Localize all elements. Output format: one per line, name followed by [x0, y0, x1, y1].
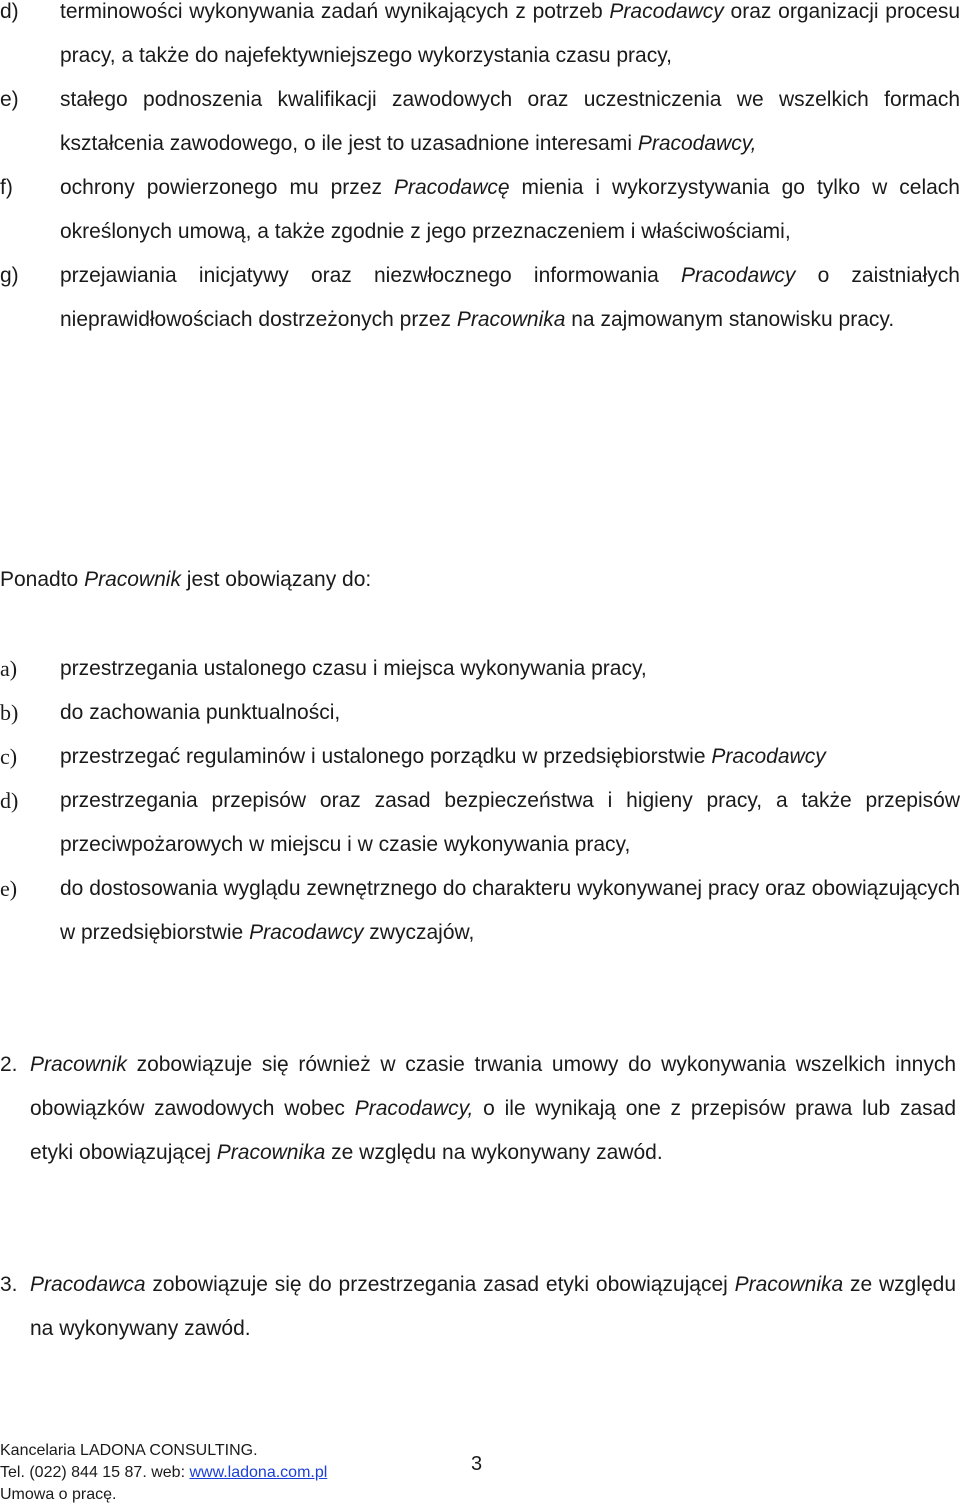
emphasized-term: Pracownik [84, 568, 181, 591]
emphasized-term: Pracodawcę [393, 176, 510, 199]
list-item [0, 691, 960, 735]
text-run: ze względu na wykonywany zawód. [30, 1273, 956, 1340]
list-item-label: b) [0, 700, 19, 725]
list-item-label: d) [0, 0, 19, 23]
intro-paragraph [0, 558, 956, 602]
list-item [0, 867, 960, 955]
list-item [0, 735, 960, 779]
list-item [0, 0, 960, 78]
emphasized-term: Pracodawca [30, 1273, 146, 1296]
list-item-text [60, 254, 960, 342]
list-item-text [60, 779, 960, 867]
section-number: 3. [0, 1273, 18, 1296]
text-run: ochrony powierzonego mu przez [60, 176, 394, 199]
section-3 [0, 1263, 956, 1351]
list-item [0, 779, 960, 867]
list-item-label: a) [0, 656, 18, 681]
emphasized-term: Pracownik [30, 1053, 127, 1076]
obligations-list-bottom [0, 647, 960, 955]
list-item [0, 78, 960, 166]
text-run: jest obowiązany do: [180, 568, 372, 591]
text-run: przestrzegać regulaminów i ustalonego porządku w przedsiębiorstwie [60, 745, 712, 768]
list-item [0, 647, 960, 691]
list-item-label: e) [0, 876, 18, 901]
page-footer [0, 1440, 960, 1506]
text-run: mienia i wykorzystywania go tylko w celach określonych umową, a także zgodnie z jego przeznaczeniem i właściwościami, [60, 176, 960, 243]
emphasized-term: Pracodawcy [609, 0, 724, 23]
list-item-text [60, 647, 960, 691]
section-number: 2. [0, 1053, 18, 1076]
list-item [0, 166, 960, 254]
footer-contact-prefix: Tel. (022) 844 15 87. web: [0, 1464, 190, 1481]
emphasized-term: Pracownika [734, 1273, 844, 1296]
text-run: o zaistniałych nieprawidłowościach dostrzeżonych przez [60, 264, 960, 331]
list-item-label: c) [0, 744, 18, 769]
page-number: 3 [471, 1453, 483, 1475]
list-item-label: g) [0, 264, 19, 287]
text-run: oraz organizacji procesu pracy, a także do najefektywniejszego wykorzystania czasu pracy, [60, 0, 960, 67]
list-item-text [60, 691, 960, 735]
footer-doc-title: Umowa o pracę. [0, 1486, 117, 1503]
text-run: stałego podnoszenia kwalifikacji zawodowych oraz uczestniczenia we wszelkich formach kształcenia zawodowego, o ile jest to uzasadnione interesami [60, 88, 960, 155]
footer-website-link[interactable]: www.ladona.com.pl [189, 1464, 328, 1481]
list-item-text [60, 166, 960, 254]
emphasized-term: Pracownika [456, 308, 566, 331]
section-2 [0, 1043, 956, 1175]
text-run: terminowości wykonywania zadań wynikających z potrzeb [60, 0, 610, 23]
section-text [30, 1043, 956, 1175]
text-run: zwyczajów, [363, 921, 475, 944]
list-item-label: f) [0, 176, 13, 199]
list-item-text [60, 735, 960, 779]
emphasized-term: Pracodawcy, [637, 132, 757, 155]
emphasized-term: Pracodawcy [681, 264, 796, 287]
text-run: zobowiązuje się również w czasie trwania umowy do wykonywania wszelkich innych obowiązków zawodowych wobec [30, 1053, 956, 1120]
footer-company: Kancelaria LADONA CONSULTING. [0, 1442, 258, 1459]
list-item-text [60, 0, 960, 78]
emphasized-term: Pracodawcy [711, 745, 826, 768]
text-run: o ile wynikają one z przepisów prawa lub zasad etyki obowiązującej [30, 1097, 956, 1164]
list-item [0, 254, 960, 342]
emphasized-term: Pracodawcy, [354, 1097, 474, 1120]
list-item-label: d) [0, 788, 19, 813]
emphasized-term: Pracodawcy [249, 921, 364, 944]
list-item-text [60, 867, 960, 955]
text-run: Ponadto [0, 568, 85, 591]
text-run: do dostosowania wyglądu zewnętrznego do charakteru wykonywanej pracy oraz obowiązujących w przedsiębiorstwie [60, 877, 960, 944]
text-run: przestrzegania ustalonego czasu i miejsca wykonywania pracy, [60, 657, 647, 680]
section-text [30, 1263, 956, 1351]
text-run: ze względu na wykonywany zawód. [325, 1141, 663, 1164]
obligations-list-top [0, 0, 960, 342]
list-item-label: e) [0, 88, 19, 111]
text-run: przejawiania inicjatywy oraz niezwłocznego informowania [60, 264, 681, 287]
emphasized-term: Pracownika [216, 1141, 326, 1164]
list-item-text [60, 78, 960, 166]
text-run: do zachowania punktualności, [60, 701, 341, 724]
text-run: na zajmowanym stanowisku pracy. [565, 308, 895, 331]
text-run: przestrzegania przepisów oraz zasad bezpieczeństwa i higieny pracy, a także przepisów przeciwpożarowych w miejscu i w czasie wykonywania pracy, [60, 789, 960, 856]
text-run: zobowiązuje się do przestrzegania zasad etyki obowiązującej [145, 1273, 735, 1296]
